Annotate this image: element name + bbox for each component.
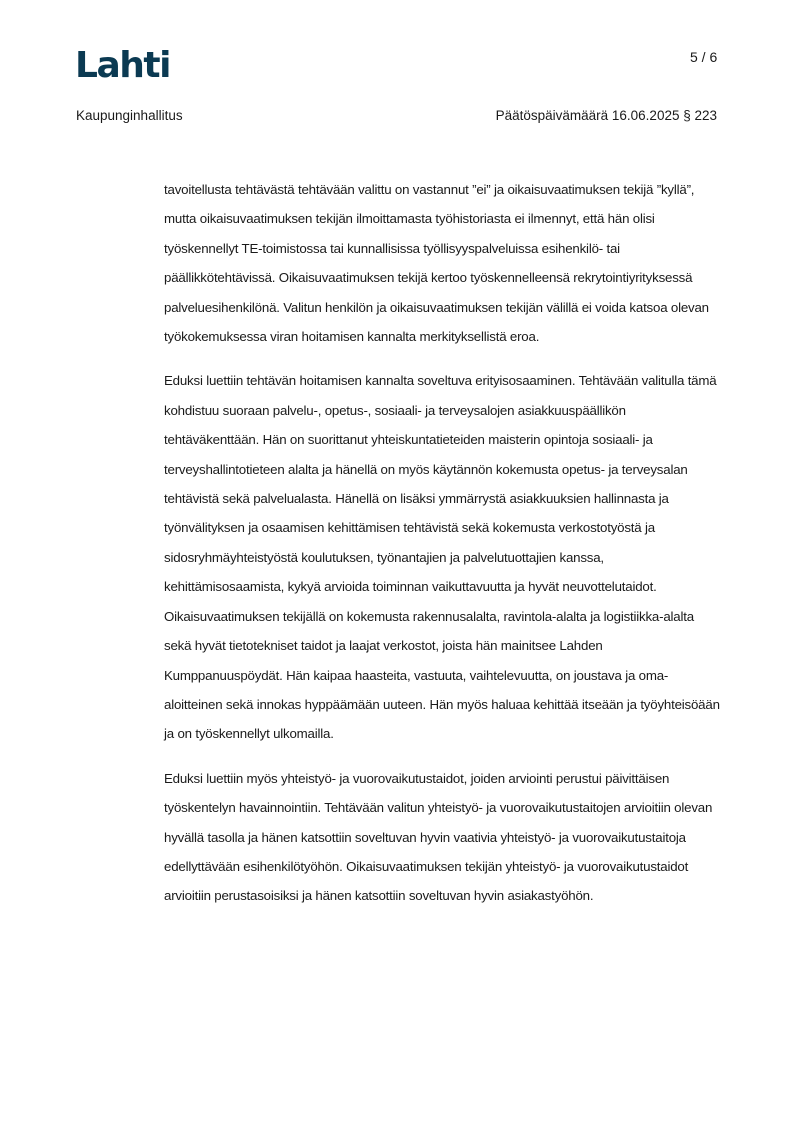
paragraph: tavoitellusta tehtävästä tehtävään valittu on vastannut ”ei” ja oikaisuvaatimuksen tekijä ”kyllä”, mutta oikaisuvaatimuksen tekijän ilmoittamasta työhistoriasta ei ilmennyt, että hän olisi työskennellyt TE-toimistossa tai kunnallisissa työllisyyspalveluissa esihenkilö- tai päällikkötehtävissä. Oikaisuvaatimuksen tekijä kertoo työskennelleensä rekrytointiyrityksessä palveluesihenkilönä. Valitun henkilön ja oikaisuvaatimuksen tekijän välillä ei voida katsoa olevan työkokemuksessa viran hoitamisen kannalta merkityksellistä eroa. xyxy=(164,182,709,345)
lahti-logo: Lahti xyxy=(75,45,170,86)
committee-name: Kaupunginhallitus xyxy=(76,108,183,123)
paragraph: Eduksi luettiin tehtävän hoitamisen kannalta soveltuva erityisosaaminen. Tehtävään valitulla tämä kohdistuu suoraan palvelu-, opetus-, sosiaali- ja terveysalojen asiakkuuspäällikön tehtäväkenttään. Hän on suorittanut yhteiskuntatieteiden maisterin opintoja sosiaali- ja terveyshallintotieteen alalta ja hänellä on myös käytännön kokemusta opetus- ja terveysalan tehtävistä sekä palvelualasta. Hänellä on lisäksi ymmärrystä asiakkuuksien hallinnasta ja työnvälityksen ja osaamisen kehittämisen tehtävistä sekä kokemusta verkostotyöstä ja sidosryhmäyhteistyöstä koulutuksen, työnantajien ja palvelutuottajien kanssa, kehittämisosaamista, kykyä arvioida toiminnan vaikuttavuutta ja hyvät neuvottelutaidot. Oikaisuvaatimuksen tekijällä on kokemusta rakennusalalta, ravintola-alalta ja logistiikka-alalta sekä hyvät tietotekniset taidot ja laajat verkostot, joista hän mainitsee Lahden Kumppanuuspöydät. Hän kaipaa haasteita, vastuuta, vaihtelevuutta, on joustava ja oma-aloitteinen sekä innokas hyppäämään uuteen. Hän myös haluaa kehittää itseään ja työyhteisöään ja on työskennellyt ulkomailla. xyxy=(164,373,720,742)
body-text xyxy=(164,175,720,926)
paragraph: Eduksi luettiin myös yhteistyö- ja vuorovaikutustaidot, joiden arviointi perustui päivittäisen työskentelyn havainnointiin. Tehtävään valitun yhteistyö- ja vuorovaikutustaitojen arvioitiin olevan hyvällä tasolla ja hänen katsottiin soveltuvan hyvin vaativia yhteistyö- ja vuorovaikutustaitoja edellyttävään esihenkilötyöhön. Oikaisuvaatimuksen tekijän yhteistyö- ja vuorovaikutustaidot arvioitiin perustasoisiksi ja hänen katsottiin soveltuvan hyvin asiakastyöhön. xyxy=(164,770,713,904)
page-number: 5 / 6 xyxy=(690,49,718,65)
decision-reference: Päätöspäivämäärä 16.06.2025 § 223 xyxy=(495,108,717,123)
